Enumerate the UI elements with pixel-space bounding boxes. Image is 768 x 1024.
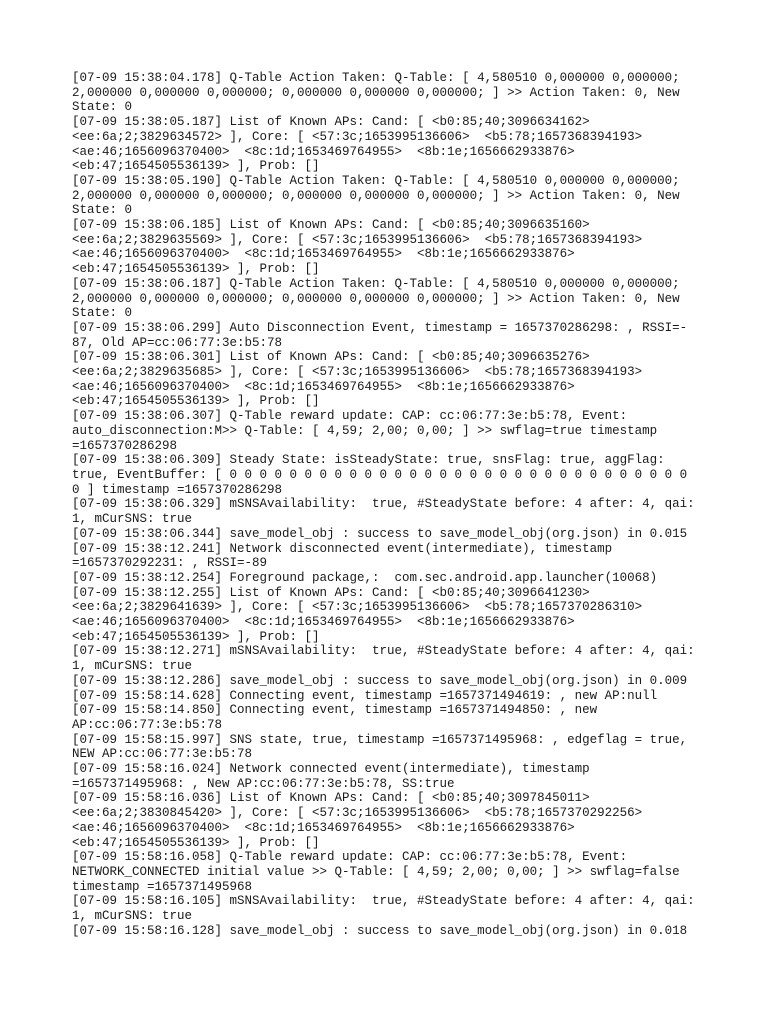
- log-line: [07-09 15:38:06.187] Q-Table Action Taken: Q-Table: [ 4,580510 0,000000 0,000000;: [72, 276, 680, 291]
- log-line: State: 0: [72, 306, 133, 321]
- log-line: auto_disconnection:M>> Q-Table: [ 4,59; 2,00; 0,00; ] >> swflag=true timestamp: [72, 423, 658, 438]
- log-line: [07-09 15:58:16.036] List of Known APs: Cand: [ <b0:85;40;3097845011>: [72, 791, 590, 806]
- log-line: <ae:46;1656096370400> <8c:1d;1653469764955> <8b:1e;1656662933876>: [72, 820, 575, 835]
- log-line: 2,000000 0,000000 0,000000; 0,000000 0,000000 0,000000; ] >> Action Taken: 0, New: [72, 188, 680, 203]
- log-line: [07-09 15:38:06.307] Q-Table reward update: CAP: cc:06:77:3e:b5:78, Event:: [72, 409, 628, 424]
- log-line: =1657370286298: [72, 438, 178, 453]
- log-line: <eb:47;1654505536139> ], Prob: []: [72, 835, 320, 850]
- log-line: <eb:47;1654505536139> ], Prob: []: [72, 159, 320, 174]
- log-line: <ee:6a;2;3829641639> ], Core: [ <57:3c;1653995136606> <b5:78;1657370286310>: [72, 600, 643, 615]
- log-line: [07-09 15:58:16.058] Q-Table reward update: CAP: cc:06:77:3e:b5:78, Event:: [72, 850, 628, 865]
- log-line: [07-09 15:38:06.344] save_model_obj : success to save_model_obj(org.json) in 0.015: [72, 526, 688, 541]
- log-line: [07-09 15:38:05.187] List of Known APs: Cand: [ <b0:85;40;3096634162>: [72, 115, 590, 130]
- log-line: <ae:46;1656096370400> <8c:1d;1653469764955> <8b:1e;1656662933876>: [72, 144, 575, 159]
- log-line: 1, mCurSNS: true: [72, 909, 193, 924]
- log-line: [07-09 15:58:14.850] Connecting event, timestamp =1657371494850: , new: [72, 703, 598, 718]
- log-line: =1657371495968: , New AP:cc:06:77:3e:b5:78, SS:true: [72, 776, 455, 791]
- log-line: [07-09 15:38:06.309] Steady State: isSteadyState: true, snsFlag: true, aggFlag:: [72, 453, 665, 468]
- log-line: [07-09 15:38:05.190] Q-Table Action Taken: Q-Table: [ 4,580510 0,000000 0,000000;: [72, 173, 680, 188]
- log-line: [07-09 15:38:04.178] Q-Table Action Taken: Q-Table: [ 4,580510 0,000000 0,000000;: [72, 71, 680, 85]
- log-line: <ee:6a;2;3830845420> ], Core: [ <57:3c;1653995136606> <b5:78;1657370292256>: [72, 806, 643, 821]
- log-line: [07-09 15:38:06.185] List of Known APs: Cand: [ <b0:85;40;3096635160>: [72, 218, 590, 233]
- log-line: [07-09 15:58:15.997] SNS state, true, timestamp =1657371495968: , edgeflag = true,: [72, 732, 688, 747]
- log-line: 2,000000 0,000000 0,000000; 0,000000 0,000000 0,000000; ] >> Action Taken: 0, New: [72, 291, 680, 306]
- log-line: 2,000000 0,000000 0,000000; 0,000000 0,000000 0,000000; ] >> Action Taken: 0, New: [72, 85, 680, 100]
- log-line: timestamp =1657371495968: [72, 879, 253, 894]
- log-line: true, EventBuffer: [ 0 0 0 0 0 0 0 0 0 0 0 0 0 0 0 0 0 0 0 0 0 0 0 0 0 0 0 0 0 0 0: [72, 467, 688, 482]
- document-page: [72, 71, 694, 938]
- log-line: [07-09 15:58:14.628] Connecting event, timestamp =1657371494619: , new AP:null: [72, 688, 658, 703]
- log-line: [07-09 15:38:12.241] Network disconnected event(intermediate), timestamp: [72, 541, 613, 556]
- log-line: <ae:46;1656096370400> <8c:1d;1653469764955> <8b:1e;1656662933876>: [72, 615, 575, 630]
- log-line: [07-09 15:38:12.254] Foreground package,: com.sec.android.app.launcher(10068): [72, 570, 658, 585]
- log-line: [07-09 15:58:16.024] Network connected event(intermediate), timestamp: [72, 762, 590, 777]
- log-line: 87, Old AP=cc:06:77:3e:b5:78: [72, 335, 283, 350]
- log-line: NEW AP:cc:06:77:3e:b5:78: [72, 747, 253, 762]
- log-line: 0 ] timestamp =1657370286298: [72, 482, 283, 497]
- log-line: NETWORK_CONNECTED initial value >> Q-Table: [ 4,59; 2,00; 0,00; ] >> swflag=false: [72, 864, 680, 879]
- log-line: AP:cc:06:77:3e:b5:78: [72, 717, 223, 732]
- log-line: [07-09 15:38:12.271] mSNSAvailability: true, #SteadyState before: 4 after: 4, qai:: [72, 644, 695, 659]
- log-line: [07-09 15:38:06.299] Auto Disconnection Event, timestamp = 1657370286298: , RSSI=-: [72, 320, 688, 335]
- log-line: 1, mCurSNS: true: [72, 512, 193, 527]
- log-line: State: 0: [72, 203, 133, 218]
- log-line: <ee:6a;2;3829635569> ], Core: [ <57:3c;1653995136606> <b5:78;1657368394193>: [72, 232, 643, 247]
- log-line: <eb:47;1654505536139> ], Prob: []: [72, 629, 320, 644]
- log-line: [07-09 15:38:12.286] save_model_obj : success to save_model_obj(org.json) in 0.009: [72, 673, 688, 688]
- log-line: [07-09 15:38:06.329] mSNSAvailability: true, #SteadyState before: 4 after: 4, qai:: [72, 497, 695, 512]
- log-line: <eb:47;1654505536139> ], Prob: []: [72, 394, 320, 409]
- log-line: =1657370292231: , RSSI=-89: [72, 556, 268, 571]
- log-line: 1, mCurSNS: true: [72, 659, 193, 674]
- log-line: <eb:47;1654505536139> ], Prob: []: [72, 262, 320, 277]
- log-line: <ae:46;1656096370400> <8c:1d;1653469764955> <8b:1e;1656662933876>: [72, 379, 575, 394]
- log-line: <ee:6a;2;3829635685> ], Core: [ <57:3c;1653995136606> <b5:78;1657368394193>: [72, 365, 643, 380]
- log-line: [07-09 15:58:16.128] save_model_obj : success to save_model_obj(org.json) in 0.018: [72, 923, 688, 938]
- log-line: [07-09 15:38:06.301] List of Known APs: Cand: [ <b0:85;40;3096635276>: [72, 350, 590, 365]
- log-line: [07-09 15:38:12.255] List of Known APs: Cand: [ <b0:85;40;3096641230>: [72, 585, 590, 600]
- log-line: State: 0: [72, 100, 133, 115]
- log-line: <ee:6a;2;3829634572> ], Core: [ <57:3c;1653995136606> <b5:78;1657368394193>: [72, 129, 643, 144]
- log-line: [07-09 15:58:16.105] mSNSAvailability: true, #SteadyState before: 4 after: 4, qai:: [72, 894, 695, 909]
- log-line: <ae:46;1656096370400> <8c:1d;1653469764955> <8b:1e;1656662933876>: [72, 247, 575, 262]
- log-text: [72, 71, 694, 938]
